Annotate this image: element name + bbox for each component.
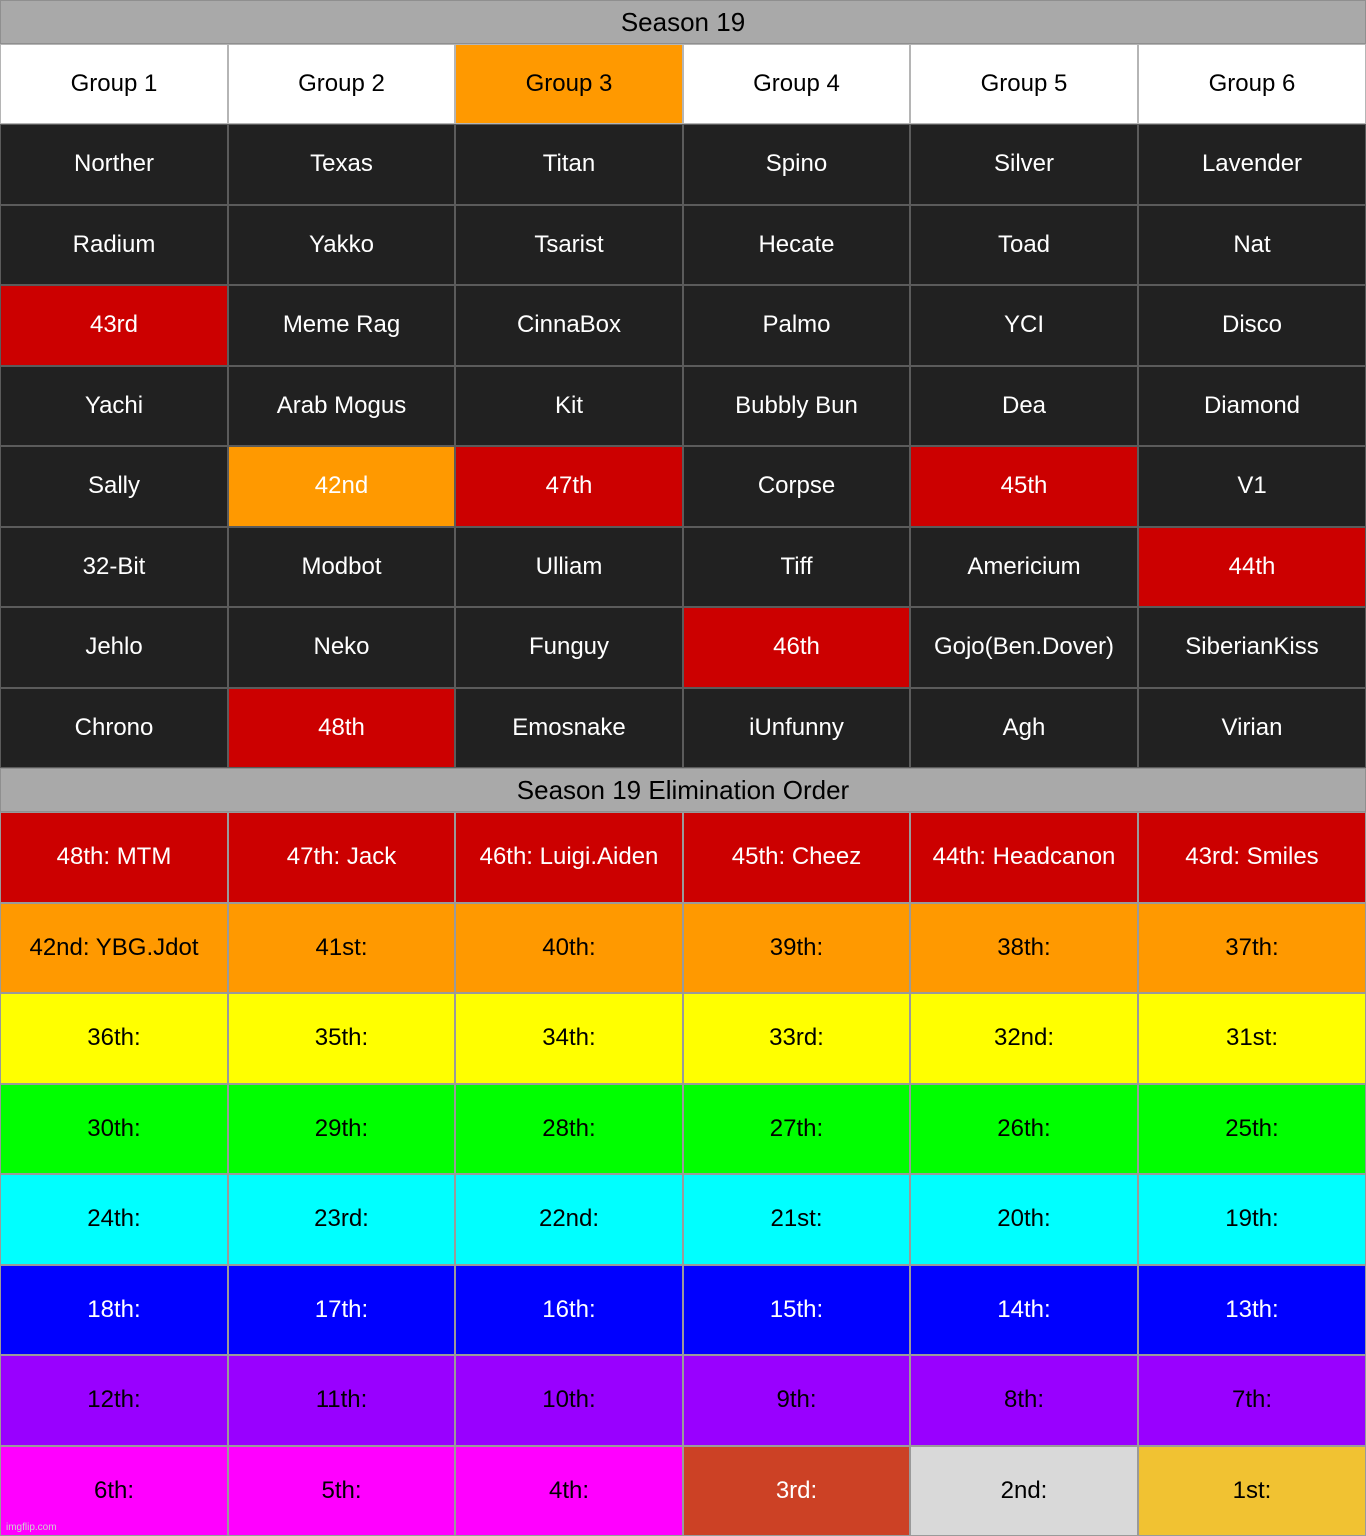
contestant-cell: 47th [455, 446, 683, 527]
placement-cell: 2nd: [910, 1446, 1138, 1536]
contestant-cell: iUnfunny [683, 688, 910, 768]
placement-cell: 44th: Headcanon [910, 812, 1138, 903]
placement-cell: 22nd: [455, 1174, 683, 1265]
placement-cell: 3rd: [683, 1446, 910, 1536]
placement-cell: 20th: [910, 1174, 1138, 1265]
contestant-cell: Chrono [0, 688, 228, 768]
placement-cell: 33rd: [683, 993, 910, 1084]
placement-cell: 26th: [910, 1084, 1138, 1174]
placement-cell: 29th: [228, 1084, 455, 1174]
contestant-cell: Sally [0, 446, 228, 527]
placement-cell: 8th: [910, 1355, 1138, 1446]
contestant-cell: Ulliam [455, 527, 683, 607]
placement-cell: 1st: [1138, 1446, 1366, 1536]
group-header-1: Group 1 [0, 44, 228, 124]
group-header-2: Group 2 [228, 44, 455, 124]
placement-cell: 30th: [0, 1084, 228, 1174]
placement-cell: 43rd: Smiles [1138, 812, 1366, 903]
elimination-row [0, 1265, 1366, 1355]
contestant-cell: 32-Bit [0, 527, 228, 607]
table-row [0, 205, 1366, 285]
elimination-row [0, 812, 1366, 903]
contestant-cell: 43rd [0, 285, 228, 366]
placement-cell: 9th: [683, 1355, 910, 1446]
placement-cell: 47th: Jack [228, 812, 455, 903]
contestant-cell: CinnaBox [455, 285, 683, 366]
contestant-cell: Modbot [228, 527, 455, 607]
contestant-cell: Corpse [683, 446, 910, 527]
group-header-5: Group 5 [910, 44, 1138, 124]
contestant-cell: Spino [683, 124, 910, 205]
placement-cell: 28th: [455, 1084, 683, 1174]
placement-cell: 12th: [0, 1355, 228, 1446]
placement-cell: 5th: [228, 1446, 455, 1536]
contestant-cell: 42nd [228, 446, 455, 527]
contestant-cell: Arab Mogus [228, 366, 455, 446]
placement-cell: 27th: [683, 1084, 910, 1174]
contestant-cell: Gojo(Ben.Dover) [910, 607, 1138, 688]
contestant-cell: Hecate [683, 205, 910, 285]
placement-cell: 31st: [1138, 993, 1366, 1084]
placement-cell: 38th: [910, 903, 1138, 993]
contestant-cell: 46th [683, 607, 910, 688]
placement-cell: 34th: [455, 993, 683, 1084]
table-row [0, 607, 1366, 688]
contestant-cell: Emosnake [455, 688, 683, 768]
contestant-cell: Jehlo [0, 607, 228, 688]
contestant-cell: Yakko [228, 205, 455, 285]
group-header-3: Group 3 [455, 44, 683, 124]
contestant-cell: Dea [910, 366, 1138, 446]
contestant-cell: Titan [455, 124, 683, 205]
elimination-row [0, 1174, 1366, 1265]
contestant-cell: Americium [910, 527, 1138, 607]
placement-cell: 10th: [455, 1355, 683, 1446]
placement-cell: 13th: [1138, 1265, 1366, 1355]
contestant-cell: Tiff [683, 527, 910, 607]
contestant-cell: Neko [228, 607, 455, 688]
table-row [0, 285, 1366, 366]
contestant-cell: Yachi [0, 366, 228, 446]
placement-cell: 16th: [455, 1265, 683, 1355]
contestant-cell: Lavender [1138, 124, 1366, 205]
placement-cell: 24th: [0, 1174, 228, 1265]
contestant-cell: Kit [455, 366, 683, 446]
contestant-cell: 48th [228, 688, 455, 768]
placement-cell: 18th: [0, 1265, 228, 1355]
placement-cell: 41st: [228, 903, 455, 993]
elimination-row [0, 993, 1366, 1084]
contestant-cell: Disco [1138, 285, 1366, 366]
group-header-6: Group 6 [1138, 44, 1366, 124]
table-row [0, 366, 1366, 446]
contestant-cell: Tsarist [455, 205, 683, 285]
placement-cell: 11th: [228, 1355, 455, 1446]
contestant-cell: Nat [1138, 205, 1366, 285]
placement-cell: 6th: [0, 1446, 228, 1536]
placement-cell: 42nd: YBG.Jdot [0, 903, 228, 993]
contestant-cell: Agh [910, 688, 1138, 768]
group-header-4: Group 4 [683, 44, 910, 124]
contestant-cell: Toad [910, 205, 1138, 285]
season-title: Season 19 [0, 0, 1366, 44]
elimination-row [0, 1446, 1366, 1536]
group-header-row [0, 44, 1366, 124]
table-row [0, 124, 1366, 205]
elimination-row [0, 903, 1366, 993]
placement-cell: 48th: MTM [0, 812, 228, 903]
contestant-cell: Virian [1138, 688, 1366, 768]
elimination-row [0, 1084, 1366, 1174]
placement-cell: 40th: [455, 903, 683, 993]
contestant-cell: YCI [910, 285, 1138, 366]
contestant-cell: Palmo [683, 285, 910, 366]
contestant-cell: V1 [1138, 446, 1366, 527]
contestant-cell: Silver [910, 124, 1138, 205]
placement-cell: 4th: [455, 1446, 683, 1536]
elimination-row [0, 1355, 1366, 1446]
table-row [0, 688, 1366, 768]
contestant-cell: 45th [910, 446, 1138, 527]
placement-cell: 25th: [1138, 1084, 1366, 1174]
contestant-cell: Norther [0, 124, 228, 205]
table-row [0, 527, 1366, 607]
placement-cell: 46th: Luigi.Aiden [455, 812, 683, 903]
placement-cell: 23rd: [228, 1174, 455, 1265]
contestant-cell: SiberianKiss [1138, 607, 1366, 688]
contestant-cell: Meme Rag [228, 285, 455, 366]
placement-cell: 36th: [0, 993, 228, 1084]
contestant-cell: Diamond [1138, 366, 1366, 446]
watermark: imgflip.com [6, 1522, 57, 1533]
placement-cell: 7th: [1138, 1355, 1366, 1446]
placement-cell: 14th: [910, 1265, 1138, 1355]
placement-cell: 39th: [683, 903, 910, 993]
contestant-cell: Radium [0, 205, 228, 285]
placement-cell: 37th: [1138, 903, 1366, 993]
contestant-cell: 44th [1138, 527, 1366, 607]
placement-cell: 21st: [683, 1174, 910, 1265]
placement-cell: 35th: [228, 993, 455, 1084]
contestant-cell: Texas [228, 124, 455, 205]
placement-cell: 17th: [228, 1265, 455, 1355]
placement-cell: 15th: [683, 1265, 910, 1355]
contestant-cell: Funguy [455, 607, 683, 688]
contestant-cell: Bubbly Bun [683, 366, 910, 446]
placement-cell: 19th: [1138, 1174, 1366, 1265]
table-row [0, 446, 1366, 527]
placement-cell: 32nd: [910, 993, 1138, 1084]
placement-cell: 45th: Cheez [683, 812, 910, 903]
elimination-title: Season 19 Elimination Order [0, 768, 1366, 812]
